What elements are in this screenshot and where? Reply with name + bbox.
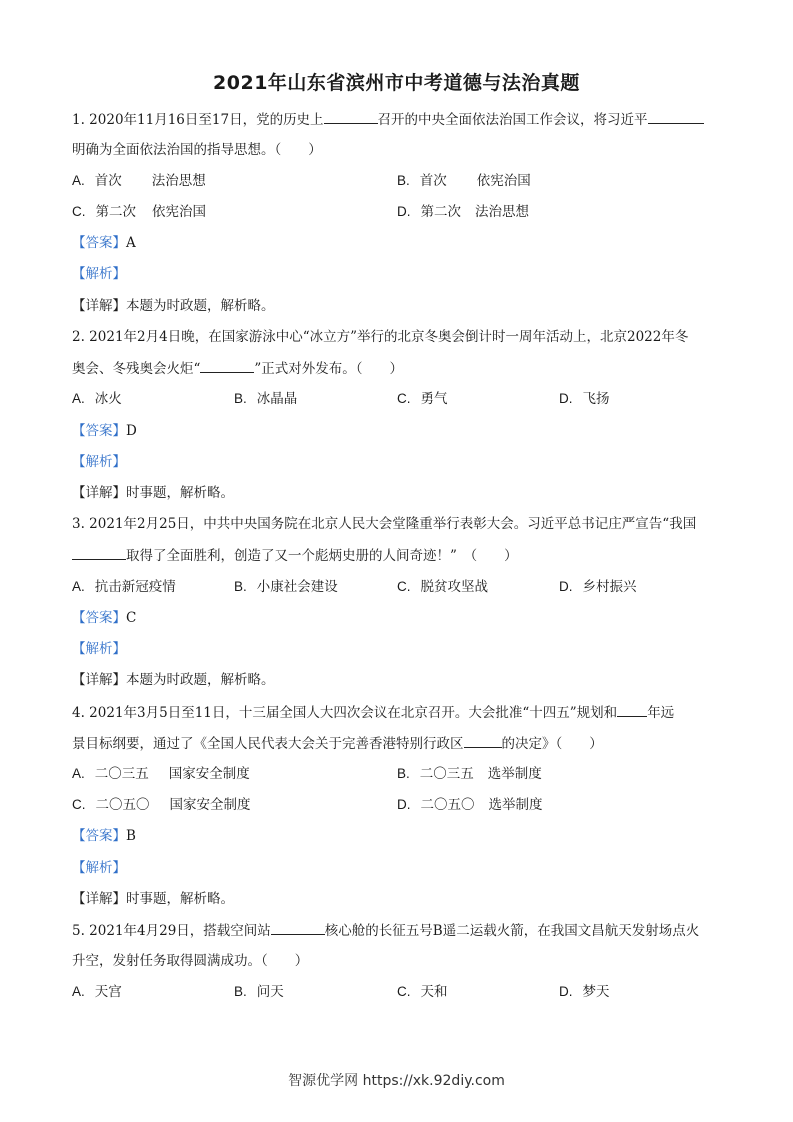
- question-3-stem-line-1: 3. 2021年2月25日，中共中央国务院在北京人民大会堂隆重举行表彰大会。习近平总书记庄严宣告“我国: [72, 516, 697, 532]
- answer-blank: [324, 110, 378, 124]
- question-3-stem-line-2: 取得了全面胜利，创造了又一个彪炳史册的人间奇迹！” （ ）: [72, 546, 518, 565]
- question-5-option-b: B. 问天: [234, 984, 284, 1000]
- question-5-option-a: A. 天宫: [72, 984, 122, 1000]
- question-1-stem-line-2: 明确为全面依法治国的指导思想。（ ）: [72, 142, 322, 158]
- question-1-option-a: A. 首次 法治思想: [72, 173, 206, 189]
- question-4-option-b: B. 二〇三五 选举制度: [397, 766, 542, 782]
- question-1-detail: [72, 297, 275, 315]
- answer-blank: [617, 703, 647, 717]
- question-4-option-c: C. 二〇五〇 国家安全制度: [72, 797, 251, 813]
- question-2-analysis: 【解析】: [72, 454, 126, 470]
- question-2-answer: 【答案】D: [72, 423, 137, 439]
- question-2-detail: 【详解】时事题，解析略。: [72, 485, 234, 501]
- question-1-answer: [72, 234, 136, 252]
- question-4-stem-line-1: 4. 2021年3月5日至11日，十三届全国人大四次会议在北京召开。大会批准“十四五”规划和 年远: [72, 705, 675, 721]
- question-5-stem-line-2: 升空，发射任务取得圆满成功。（ ）: [72, 953, 309, 969]
- question-4-option-d: D. 二〇五〇 选举制度: [397, 797, 543, 813]
- question-3-option-b: B. 小康社会建设: [234, 579, 338, 595]
- question-4-stem-line-2: 景目标纲要，通过了《全国人民代表大会关于完善香港特别行政区 的决定》（ ）: [72, 736, 603, 752]
- question-2-stem-line-1: 2. 2021年2月4日晚，在国家游泳中心“冰立方”举行的北京冬奥会倒计时一周年活动上，北京2022年冬: [72, 329, 689, 345]
- question-1-option-c: C. 第二次 依宪治国: [72, 204, 206, 220]
- question-1-analysis: [72, 265, 126, 283]
- answer-value: A: [126, 235, 136, 251]
- question-4-answer: 【答案】B: [72, 828, 136, 844]
- question-2-stem-line-2: 奥会、冬残奥会火炬“ ”正式对外发布。（ ）: [72, 361, 404, 377]
- question-1-option-d: D. 第二次 法治思想: [397, 204, 529, 220]
- answer-blank: [271, 921, 325, 935]
- answer-tag: 【答案】: [72, 235, 126, 251]
- question-3-option-c: C. 脱贫攻坚战: [397, 579, 488, 595]
- answer-blank: [464, 734, 502, 748]
- question-1-stem-line-1: [72, 110, 704, 129]
- question-3-answer: 【答案】C: [72, 610, 137, 626]
- question-5-option-d: D. 梦天: [559, 984, 610, 1000]
- question-2-option-b: B. 冰晶晶: [234, 391, 298, 407]
- question-4-analysis: 【解析】: [72, 860, 126, 876]
- detail-tag: 【详解】: [72, 298, 126, 314]
- question-4-detail: 【详解】时事题，解析略。: [72, 891, 234, 907]
- question-2-option-a: A. 冰火: [72, 391, 122, 407]
- question-1-text-a: 1. 2020年11月16日至17日，党的历史上: [72, 112, 324, 128]
- question-1-option-b: B. 首次 依宪治国: [397, 173, 531, 189]
- question-5-stem-line-1: 5. 2021年4月29日，搭载空间站 核心舱的长征五号B遥二运载火箭，在我国文昌航天发射场点火: [72, 923, 700, 939]
- question-4-option-a: A. 二〇三五 国家安全制度: [72, 766, 250, 782]
- page-footer-watermark: 智源优学网 https://xk.92diy.com: [288, 1073, 505, 1089]
- question-3-detail: 【详解】本题为时政题，解析略。: [72, 672, 275, 688]
- detail-text: 本题为时政题，解析略。: [126, 298, 275, 314]
- answer-blank: [72, 546, 126, 560]
- page-title: 2021年山东省滨州市中考道德与法治真题: [213, 72, 580, 94]
- question-3-option-a: A. 抗击新冠疫情: [72, 579, 176, 595]
- question-5-option-c: C. 天和: [397, 984, 448, 1000]
- question-2-option-d: D. 飞扬: [559, 391, 610, 407]
- question-3-analysis: 【解析】: [72, 641, 126, 657]
- question-2-option-c: C. 勇气: [397, 391, 448, 407]
- question-3-option-d: D. 乡村振兴: [559, 579, 637, 595]
- answer-blank: [648, 110, 704, 124]
- answer-blank: [200, 359, 254, 373]
- analysis-tag: 【解析】: [72, 266, 126, 282]
- question-1-text-b: 召开的中央全面依法治国工作会议，将习近平: [377, 112, 648, 128]
